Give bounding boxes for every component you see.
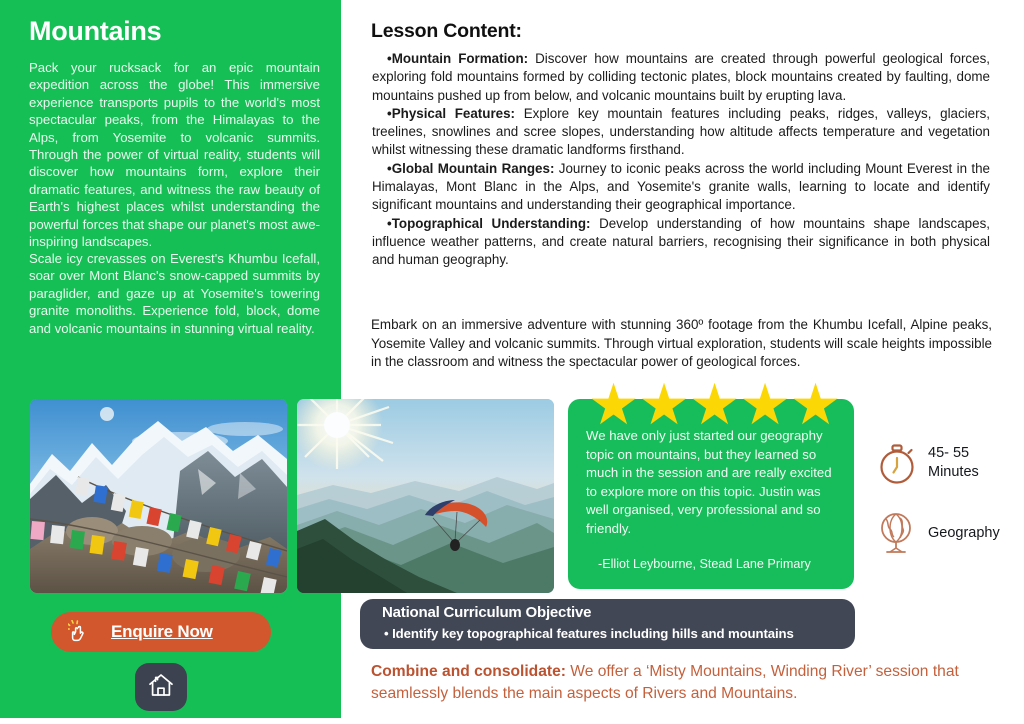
bullet-body: Develop understanding of how mountains shape landscapes, influence weather patterns, and create natural barriers, recognising their significance in both physical and human geography. (372, 215, 990, 268)
lesson-bullet-list (372, 50, 990, 270)
paraglider-photo-art (297, 399, 554, 593)
everest-photo-art (30, 399, 287, 593)
pointing-hand-click-icon (68, 620, 94, 646)
nc-bullet-glyph: • (384, 626, 389, 641)
nc-item-text: Identify key topographical features including hills and mountains (392, 626, 794, 641)
combine-consolidate-paragraph (371, 661, 1011, 704)
bullet-glyph: • (387, 51, 392, 66)
bullet-body: Journey to iconic peaks across the world including Mount Everest in the Himalayas, Mont Blanc in the Alps, and Yosemite's granite walls, learning to locate and identify significant mountains and understanding their geographical importance. (372, 160, 990, 213)
page-title: Mountains (29, 16, 162, 46)
lesson-bullet-item (372, 50, 990, 105)
star-rating (588, 373, 842, 437)
bullet-glyph: • (387, 160, 392, 176)
combine-body: We offer a ‘Misty Mountains, Winding River’ session that seamlessly blends the main aspects of Rivers and Mountains. (371, 663, 959, 702)
star-icon: ★ (689, 373, 741, 437)
lesson-content-heading: Lesson Content: (371, 20, 522, 42)
bullet-term: Topographical Understanding: (391, 215, 591, 231)
hero-paragraph-2: Scale icy crevasses on Everest's Khumbu Icefall, soar over Mont Blanc's snow-capped summits by paraglider, and gaze up at Yosemite's towering granite monoliths. Experience fold, block, dome and volcanic mountains in stunning virtual reality. (29, 251, 320, 336)
star-icon: ★ (588, 373, 640, 437)
enquire-now-label: Enquire Now (111, 622, 213, 641)
star-icon: ★ (739, 373, 791, 437)
stopwatch-icon (876, 440, 918, 486)
home-icon (147, 671, 175, 704)
bullet-term: Physical Features: (391, 105, 516, 121)
bullet-glyph: • (387, 215, 392, 231)
bullet-body: Explore key mountain features including peaks, ridges, valleys, glaciers, treelines, snowlines and scree slopes, understanding how altitude affects temperature and vegetation whilst witnessing these dramatic landforms firsthand. (372, 105, 990, 158)
everest-prayer-flags-photo (30, 399, 287, 593)
home-button[interactable] (135, 663, 187, 711)
globe-icon (876, 510, 918, 556)
duration-line-2: Minutes (928, 464, 979, 480)
enquire-now-button[interactable] (51, 612, 271, 652)
star-icon: ★ (790, 373, 842, 437)
lesson-bullet-item (372, 215, 990, 270)
lesson-bullet-item (372, 105, 990, 160)
bullet-body: Discover how mountains are created through powerful geological forces, exploring fold mountains formed by colliding tectonic plates, block mountains created by faulting, dome mountains pushed up from below, and volcanic mountains built by erupting lava. (372, 51, 990, 103)
combine-lead: Combine and consolidate: (371, 663, 566, 680)
duration-line-1: 45- 55 (928, 445, 970, 461)
national-curriculum-title: National Curriculum Objective (382, 604, 592, 621)
national-curriculum-item (384, 626, 794, 641)
bullet-term: Global Mountain Ranges: (391, 160, 555, 176)
duration-text (928, 444, 979, 482)
lesson-summary-paragraph: Embark on an immersive adventure with stunning 360º footage from the Khumbu Icefall, Alpine peaks, Yosemite Valley and volcanic summits. Through virtual exploration, students will scale heights impossible in the classroom and witness the spectacular power of geological forces. (371, 317, 992, 370)
hero-paragraph-1: Pack your rucksack for an epic mountain expedition across the globe! This immersive experience transports pupils to the world's most spectacular peaks, from the Himalayas to the Alps, from Yosemite to volcanic summits. Through the power of virtual reality, students will discover how mountains form, explore their dramatic features, and witness the raw beauty of Earth's highest places whilst understanding the powerful forces that shape our planet's most awe-inspiring landscapes. (29, 60, 320, 250)
paraglider-mountains-photo (297, 399, 554, 593)
national-curriculum-box (360, 599, 855, 649)
lesson-bullet-item (372, 160, 990, 215)
bullet-glyph: • (387, 105, 392, 121)
subject-label: Geography (928, 524, 1000, 541)
bullet-term: Mountain Formation: (391, 51, 529, 66)
testimonial-author: -Elliot Leybourne, Stead Lane Primary (598, 557, 811, 571)
duration-meta (876, 440, 979, 486)
star-icon: ★ (638, 373, 690, 437)
testimonial-quote: We have only just started our geography topic on mountains, but they learned so much in the session and are really excited to explore more on this topic. Justin was well organised, very professional and so friendly. (586, 428, 832, 536)
subject-meta (876, 510, 1000, 556)
